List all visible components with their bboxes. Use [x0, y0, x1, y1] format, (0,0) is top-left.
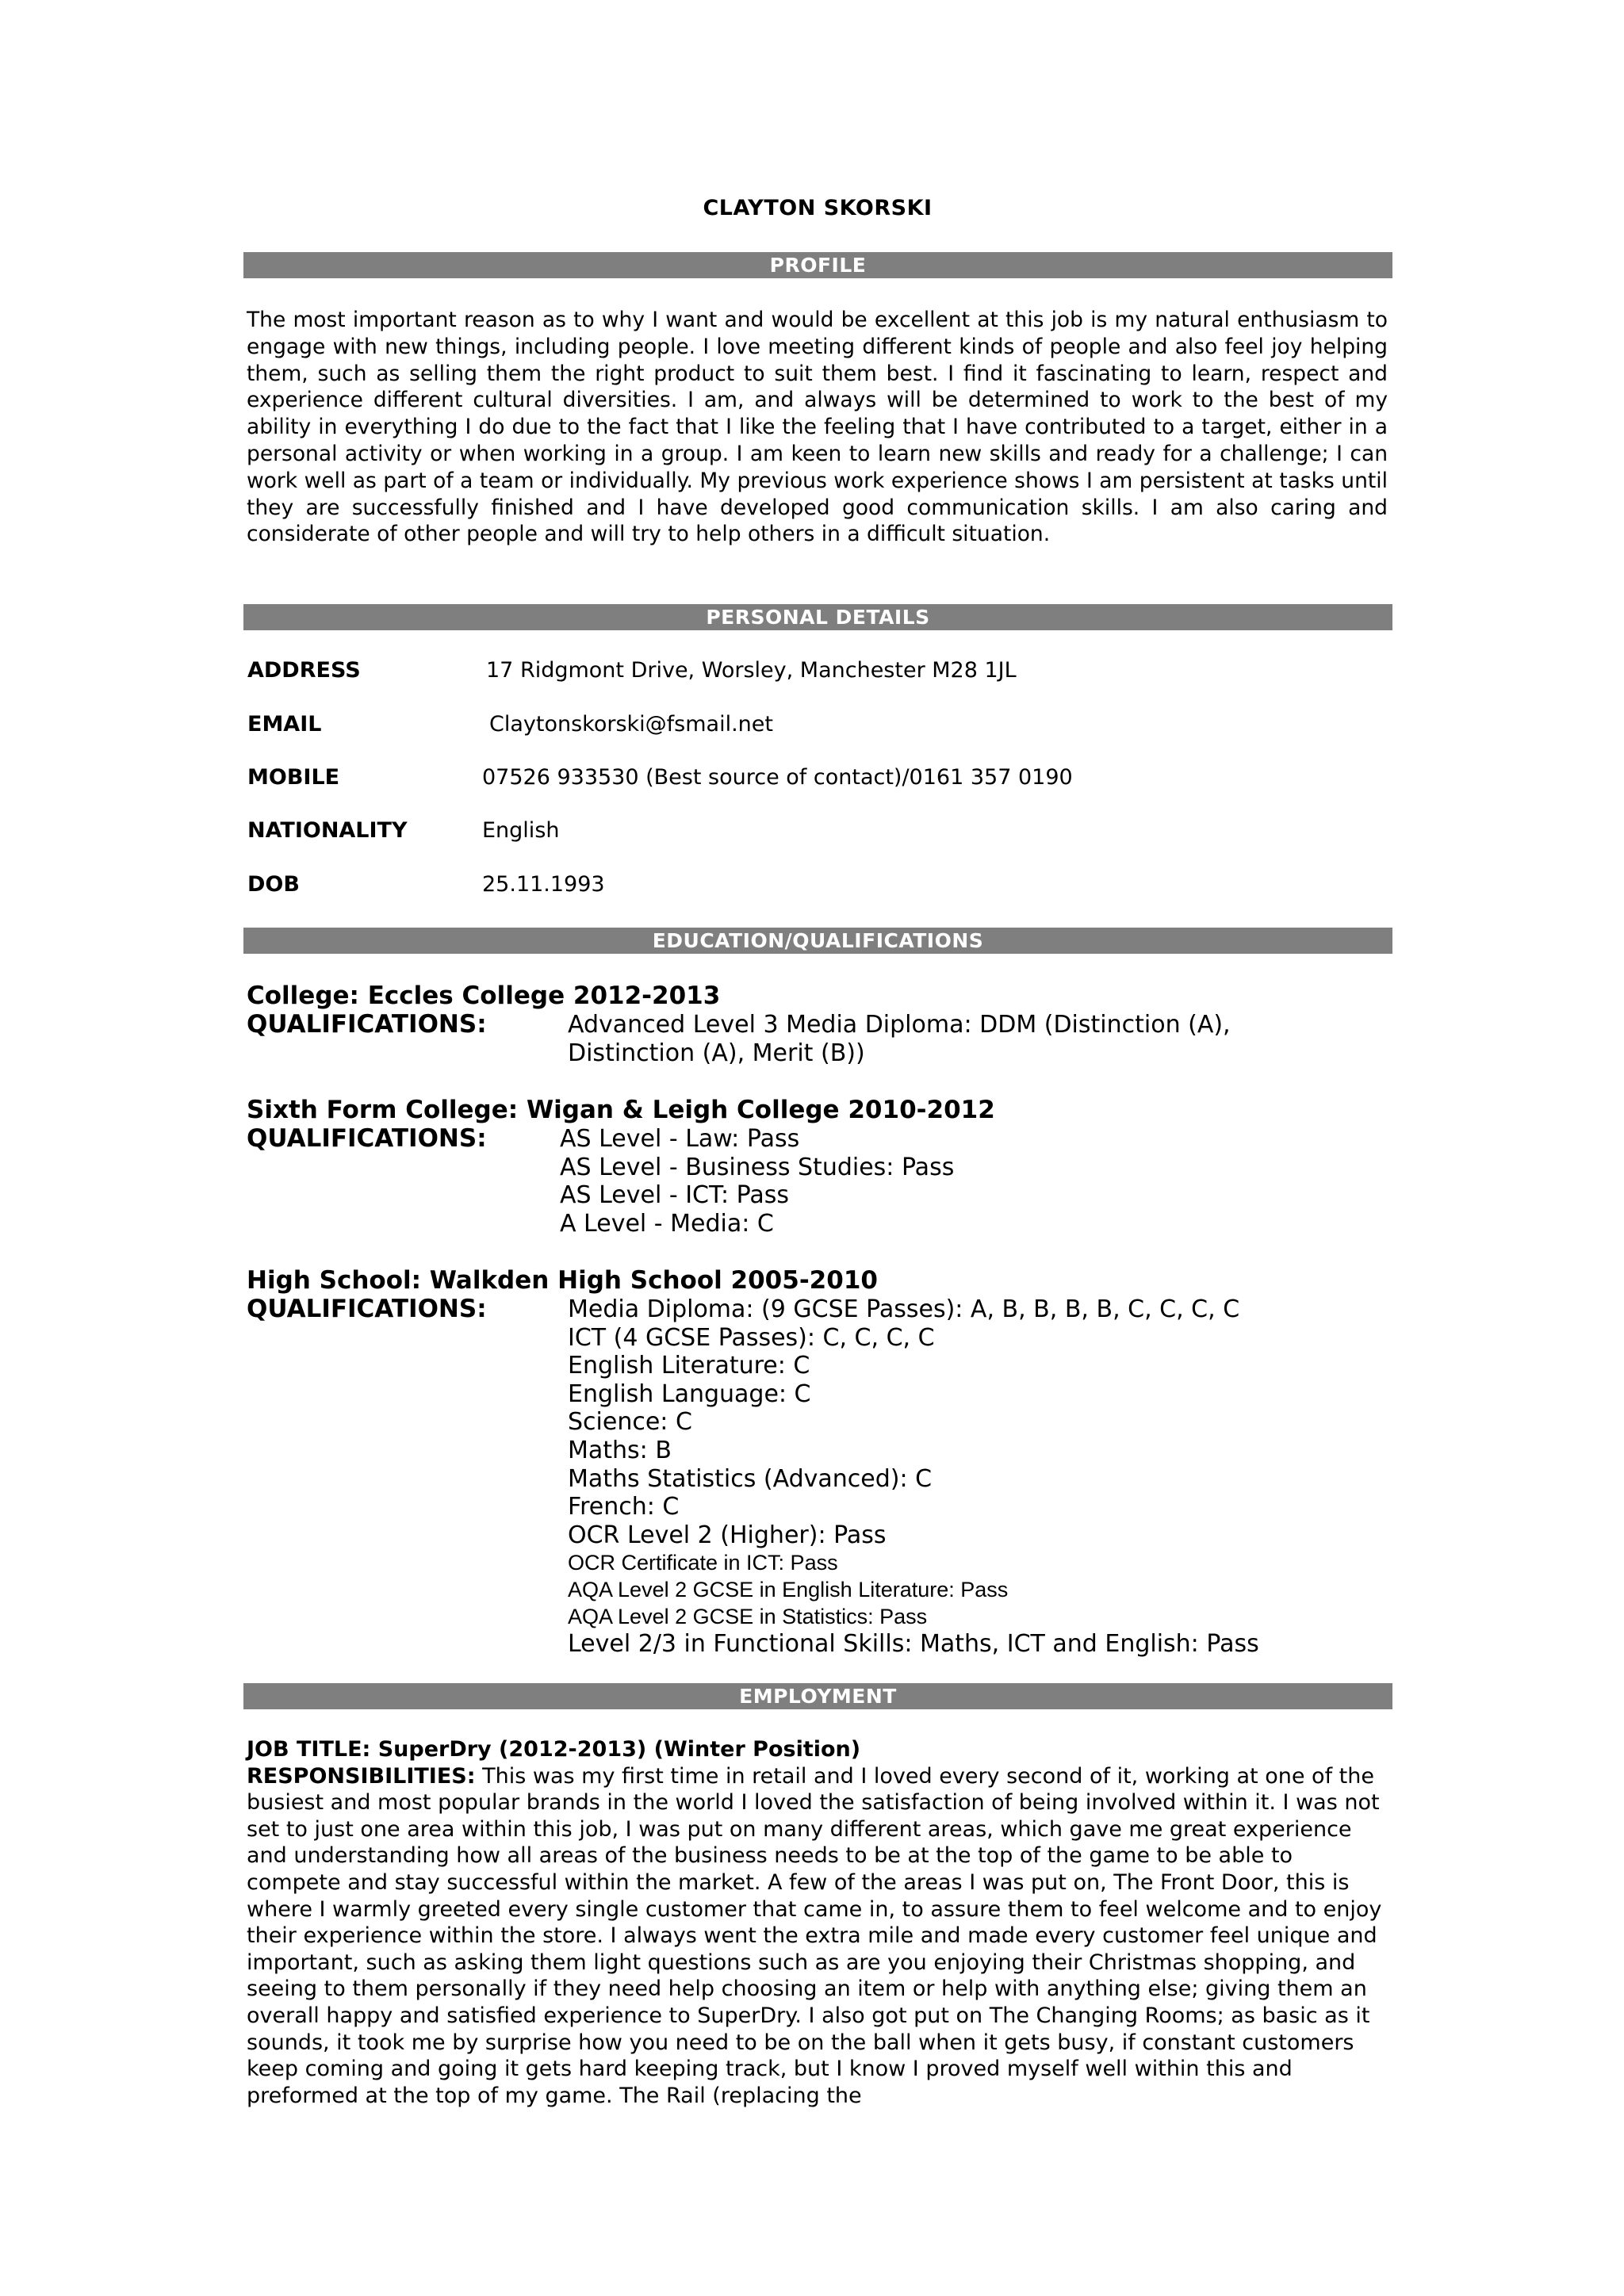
list-item: Advanced Level 3 Media Diploma: DDM (Distinction (A),: [568, 1011, 1231, 1039]
list-item: AS Level - Business Studies: Pass: [560, 1153, 955, 1181]
list-item: Media Diploma: (9 GCSE Passes): A, B, B, B, B, C, C, C, C: [568, 1295, 1240, 1323]
list-item: AQA Level 2 GCSE in English Literature: Pass: [568, 1578, 1009, 1602]
email-label: EMAIL: [247, 712, 322, 737]
list-item: Maths Statistics (Advanced): C: [568, 1464, 933, 1493]
list-item: OCR Level 2 (Higher): Pass: [568, 1521, 887, 1549]
profile-paragraph: [247, 307, 1388, 548]
list-item: AQA Level 2 GCSE in Statistics: Pass: [568, 1605, 928, 1629]
list-item: AS Level - ICT: Pass: [560, 1181, 790, 1210]
high-school-qualifications-label: QUALIFICATIONS:: [247, 1295, 487, 1323]
list-item: OCR Certificate in ICT: Pass: [568, 1551, 838, 1575]
mobile-value: 07526 933530 (Best source of contact)/0161 357 0190: [482, 765, 1073, 790]
list-item: English Literature: C: [568, 1352, 810, 1380]
college-qualifications-list: [568, 1011, 1231, 1067]
responsibilities-label: RESPONSIBILITIES:: [247, 1763, 476, 1789]
email-value: Claytonskorski@fsmail.net: [489, 712, 773, 737]
section-bar-personal-details: PERSONAL DETAILS: [243, 604, 1392, 630]
candidate-name: CLAYTON SKORSKI: [703, 196, 933, 220]
college-qualifications-label: QUALIFICATIONS:: [247, 1010, 487, 1039]
sixth-form-qualifications-label: QUALIFICATIONS:: [247, 1124, 487, 1153]
mobile-label: MOBILE: [247, 765, 340, 790]
sixth-form-qualifications-list: [560, 1125, 954, 1238]
list-item: Level 2/3 in Functional Skills: Maths, ICT and English: Pass: [568, 1630, 1259, 1659]
list-item: Distinction (A), Merit (B)): [568, 1039, 865, 1067]
list-item: A Level - Media: C: [560, 1209, 774, 1238]
list-item: ICT (4 GCSE Passes): C, C, C, C: [568, 1323, 935, 1352]
section-bar-employment: EMPLOYMENT: [243, 1683, 1392, 1709]
section-bar-education: EDUCATION/QUALIFICATIONS: [243, 928, 1392, 954]
list-item: English Language: C: [568, 1380, 811, 1408]
nationality-label: NATIONALITY: [247, 818, 408, 843]
list-item: French: C: [568, 1493, 680, 1521]
section-bar-profile: PROFILE: [243, 252, 1392, 278]
sixth-form-heading: Sixth Form College: Wigan & Leigh College 2010-2012: [247, 1096, 995, 1124]
list-item: Science: C: [568, 1408, 692, 1437]
high-school-heading: High School: Walkden High School 2005-2010: [247, 1266, 878, 1295]
job-title: JOB TITLE: SuperDry (2012-2013) (Winter Position): [247, 1737, 861, 1762]
college-heading: College: Eccles College 2012-2013: [247, 982, 721, 1010]
dob-label: DOB: [247, 872, 300, 897]
address-value: 17 Ridgmont Drive, Worsley, Manchester M28 1JL: [486, 658, 1017, 683]
nationality-value: English: [482, 818, 560, 843]
list-item: Maths: B: [568, 1436, 672, 1464]
dob-value: 25.11.1993: [482, 872, 605, 897]
profile-text: The most important reason as to why I want and would be excellent at this job is my natural enthusiasm to engage with new things, including people. I love meeting different kinds of people and also feel joy helping them, such as selling them the right product to suit them best. I find it fascinating to learn, respect and experience different cultural diversities. I am, and always will be determined to work to the best of my ability in everything I do due to the fact that I like the feeling that I have contributed to a target, either in a personal activity or when working in a group. I am keen to learn new skills and ready for a challenge; I can work well as part of a team or individually. My previous work experience shows I am persistent at tasks until they are successfully finished and I have developed good communication skills. I am also caring and considerate of other people and will try to help others in a difficult situation.: [247, 308, 1388, 547]
employment-entry: [247, 1736, 1388, 2109]
list-item: AS Level - Law: Pass: [560, 1125, 800, 1153]
high-school-qualifications-list: [568, 1295, 1259, 1659]
responsibilities-text: This was my first time in retail and I loved every second of it, working at one of the busiest and most popular brands in the world I loved the satisfaction of being involved within it. I was not set to just one area within this job, I was put on many different areas, which gave me great experience and understanding how all areas of the business needs to be at the top of the game to be able to compete and stay successful within the market. A few of the areas I was put on, The Front Door, this is where I warmly greeted every single customer that came in, to assure them to feel welcome and to enjoy their experience within the store. I always went the extra mile and made every customer feel unique and important, such as asking them light questions such as are you enjoying their Christmas shopping, and seeing to them personally if they need help choosing an item or help with anything else; giving them an overall happy and satisfied experience to SuperDry. I also got put on The Changing Rooms; as basic as it sounds, it took me by surprise how you need to be on the ball when it gets busy, if constant customers keep coming and going it gets hard keeping track, but I know I proved myself well within this and preformed at the top of my game. The Rail (replacing the: [247, 1763, 1382, 2108]
address-label: ADDRESS: [247, 658, 361, 683]
